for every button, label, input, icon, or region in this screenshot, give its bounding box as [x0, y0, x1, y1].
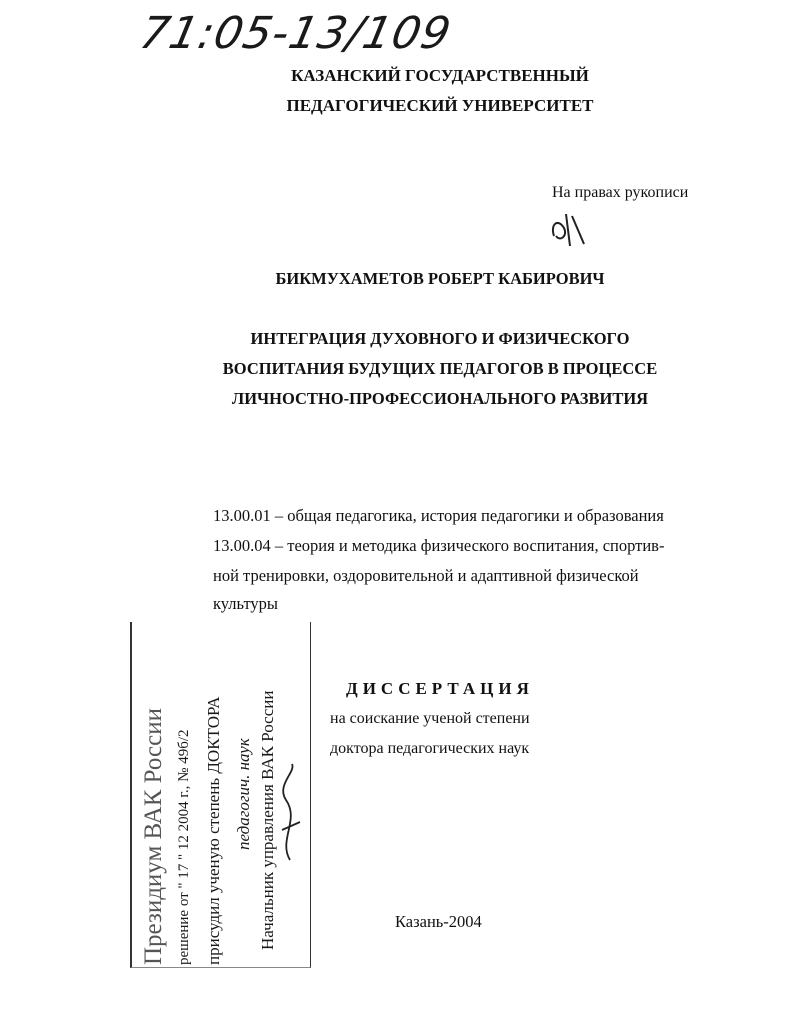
signature-mark [546, 206, 590, 248]
title-line-1: ИНТЕГРАЦИЯ ДУХОВНОГО И ФИЗИЧЕСКОГО [250, 329, 630, 348]
specialty-line-4: культуры [213, 594, 279, 613]
author-name: БИКМУХАМЕТОВ РОБЕРТ КАБИРОВИЧ [275, 269, 605, 288]
stamp-signature [270, 760, 310, 870]
title-line-3: ЛИЧНОСТНО-ПРОФЕССИОНАЛЬНОГО РАЗВИТИЯ [231, 389, 649, 408]
rights-note: На правах рукописи [552, 184, 689, 201]
dissertation-line-1: на соискание ученой степени [330, 710, 530, 727]
stamp-line-5: Начальник управления ВАК России [258, 690, 277, 950]
dissertation-heading: ДИССЕРТАЦИЯ [346, 679, 534, 698]
stamp-line-4: педагогич. наук [234, 738, 253, 850]
dissertation-line-2: доктора педагогических наук [330, 740, 530, 757]
stamp-line-3: присудил ученую степень ДОКТОРА [204, 696, 223, 965]
title-line-2: ВОСПИТАНИЯ БУДУЩИХ ПЕДАГОГОВ В ПРОЦЕССЕ [222, 359, 658, 378]
handwritten-archive-number: 71:05-13/109 [135, 8, 456, 59]
specialty-line-2: 13.00.04 – теория и методика физического воспитания, спортив- [213, 536, 665, 555]
specialty-line-1: 13.00.01 – общая педагогика, история педагогики и образования [213, 506, 664, 525]
university-line-1: КАЗАНСКИЙ ГОСУДАРСТВЕННЫЙ [291, 66, 589, 85]
stamp-line-1: Президиум ВАК России [140, 708, 167, 965]
university-line-2: ПЕДАГОГИЧЕСКИЙ УНИВЕРСИТЕТ [286, 96, 594, 115]
stamp-line-2: решение от " 17 " 12 2004 г., № 49б/2 [176, 729, 192, 965]
city-year: Казань-2004 [395, 912, 482, 931]
specialty-line-3: ной тренировки, оздоровительной и адаптивной физической [213, 566, 639, 585]
